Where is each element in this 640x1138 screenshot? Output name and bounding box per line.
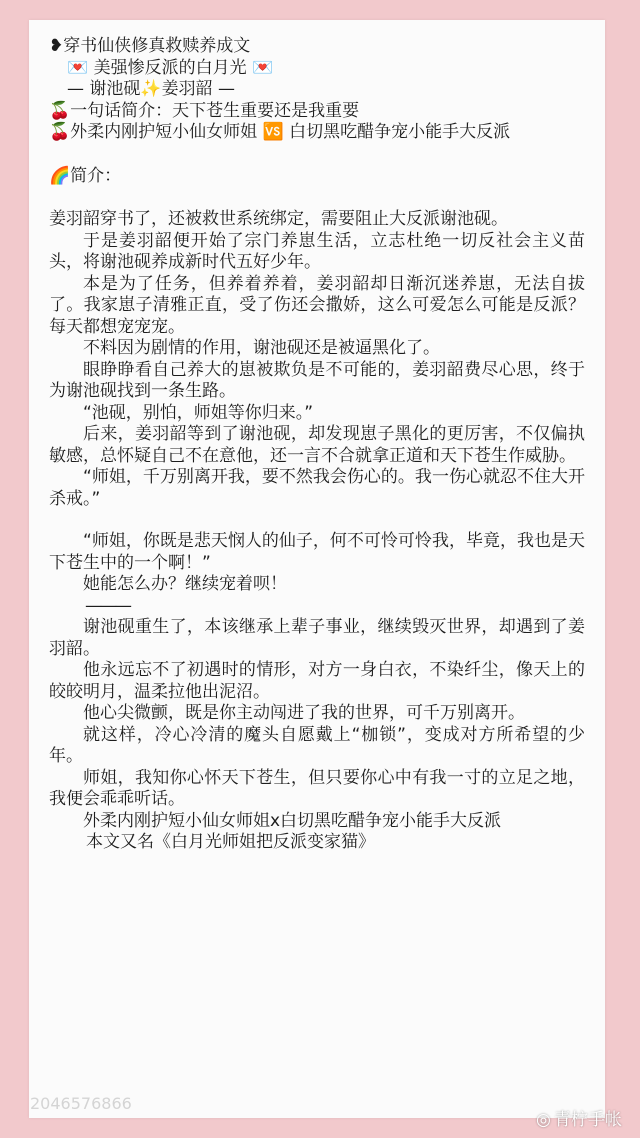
paragraph: 他永远忘不了初遇时的情形，对方一身白衣，不染纤尘，像天上的皎皎明月，温柔拉他出泥沼。 (49, 660, 585, 702)
character-line: 🍒外柔内刚护短小仙女师姐 🆚 白切黑吃醋争宠小能手大反派 (49, 122, 511, 142)
divider-text: ——— (85, 595, 130, 616)
paragraph: 师姐，我知你心怀天下苍生，但只要你心中有我一寸的立足之地，我便会乖乖听话。 (49, 767, 585, 809)
alt-title-line (49, 832, 585, 854)
brand-logo-icon: ◎ (536, 1110, 551, 1130)
watermark-id: 2046576866 (30, 1094, 132, 1113)
paragraph: 谢池砚重生了，本该继承上辈子事业，继续毁灭世界，却遇到了姜羽韶。 (49, 617, 585, 659)
paragraph: 姜羽韶穿书了，还被救世系统绑定，需要阻止大反派谢池砚。 (49, 209, 508, 229)
paragraph: 于是姜羽韶便开始了宗门养崽生活，立志杜绝一切反社会主义苗头，将谢池砚养成新时代五好少年。 (49, 230, 585, 272)
paragraph: 眼睁睁看自己养大的崽被欺负是不可能的，姜羽韶费尽心思，终于为谢池砚找到一条生路。 (49, 359, 585, 401)
paragraph: 就这样，冷心冷清的魔头自愿戴上“枷锁”，变成对方所希望的少年。 (49, 724, 585, 766)
couple-line (49, 79, 585, 101)
alt-title-text: 本文又名《白月光师姐把反派变家猫》 (86, 832, 375, 852)
paragraph: 他心尖微颤，既是你主动闯进了我的世界，可千万别离开。 (83, 703, 525, 723)
paragraph: 后来，姜羽韶等到了谢池砚，却发现崽子黑化的更厉害，不仅偏执敏感，总怀疑自己不在意他，还一言不合就拿正道和天下苍生作威胁。 (49, 424, 585, 466)
paragraph: 本是为了任务，但养着养着，姜羽韶却日渐沉迷养崽，无法自拔了。我家崽子清雅正直，受了伤还会撒娇，这么可爱怎么可能是反派？每天都想宠宠宠。 (49, 273, 585, 337)
quote-paragraph: “师姐，你既是悲天悯人的仙子，何不可怜可怜我，毕竟，我也是天下苍生中的一个啊！” (49, 531, 585, 573)
subtitle-text: 💌 美强惨反派的白月光 💌 (67, 57, 274, 78)
article-body (49, 36, 585, 854)
paragraph: 她能怎么办？继续宠着呗！ (83, 574, 287, 594)
genre-line: ❥穿书仙侠修真救赎养成文 (49, 36, 251, 56)
one-line-summary: 🍒一句话简介：天下苍生重要还是我重要 (49, 100, 360, 121)
intro-heading: 🌈简介： (49, 165, 122, 186)
quote-paragraph: “师姐，千万别离开我，要不然我会伤心的。我一伤心就忍不住大开杀戒。” (49, 467, 585, 509)
section-divider (49, 596, 585, 618)
brand-watermark (536, 1105, 622, 1130)
tagline-paragraph: 外柔内刚护短小仙女师姐x白切黑吃醋争宠小能手大反派 (83, 810, 502, 831)
subtitle-line (49, 58, 585, 80)
couple-text: — 谢池砚✨姜羽韶 — (67, 79, 235, 99)
quote-paragraph: “池砚，别怕，师姐等你归来。” (83, 402, 314, 423)
paragraph: 不料因为剧情的作用，谢池砚还是被逼黑化了。 (83, 338, 440, 358)
brand-name: 青柠手帐 (554, 1110, 622, 1130)
